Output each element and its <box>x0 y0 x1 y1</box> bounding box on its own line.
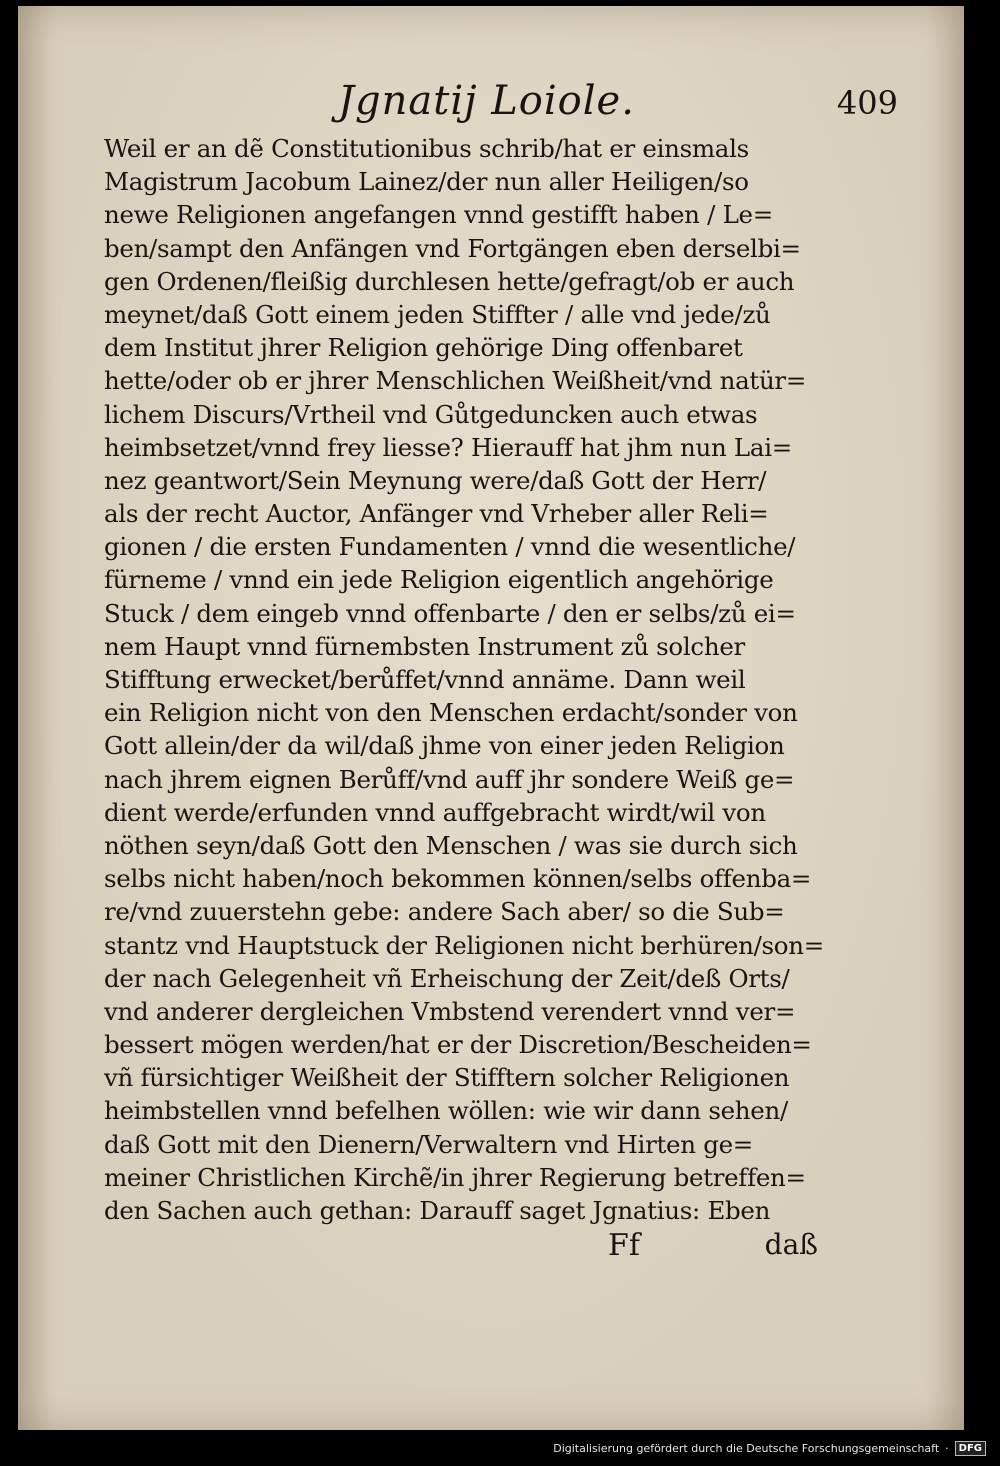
running-title: Jgnatij Loiole. <box>338 78 635 124</box>
text-line: lichem Discurs/Vrtheil vnd Gůtgeduncken auch etwas <box>104 399 758 429</box>
text-line: dem Institut jhrer Religion gehörige Ding offenbaret <box>104 333 743 363</box>
dfg-logo-icon: DFG <box>955 1441 986 1456</box>
text-line: heimbstellen vnnd befelhen wöllen: wie wir dann sehen/ <box>104 1096 788 1126</box>
text-line: fürneme / vnnd ein jede Religion eigentlich angehörige <box>104 565 774 595</box>
body-text <box>104 132 824 1227</box>
credit-separator: · <box>945 1442 949 1455</box>
catchword: daß <box>764 1228 818 1261</box>
page-header <box>78 78 938 134</box>
text-line: selbs nicht haben/noch bekommen können/selbs offenba= <box>104 864 812 894</box>
text-line: als der recht Auctor, Anfänger vnd Vrheber aller Reli= <box>104 499 769 529</box>
text-line: newe Religionen angefangen vnnd gestifft haben / Le= <box>104 200 773 230</box>
text-line: gen Ordenen/fleißig durchlesen hette/gefragt/ob er auch <box>104 266 795 296</box>
text-line: re/vnd zuuerstehn gebe: andere Sach aber/ so die Sub= <box>104 897 785 927</box>
text-line: heimbsetzet/vnnd frey liesse? Hierauff hat jhm nun Lai= <box>104 432 792 462</box>
text-line: Weil er an dẽ Constitutionibus schrib/hat er einsmals <box>104 134 749 163</box>
text-line: vnd anderer dergleichen Vmbstend verendert vnnd ver= <box>104 996 796 1026</box>
text-line: Magistrum Jacobum Lainez/der nun aller Heiligen/so <box>104 167 749 197</box>
digitization-credit <box>553 1441 986 1456</box>
text-line: gionen / die ersten Fundamenten / vnnd die wesentliche/ <box>104 532 796 562</box>
text-line: dient werde/erfunden vnnd auffgebracht wirdt/wil von <box>104 797 766 827</box>
text-line: daß Gott mit den Dienern/Verwaltern vnd Hirten ge= <box>104 1129 754 1159</box>
signature-mark: Ff <box>608 1228 640 1263</box>
text-line: ben/sampt den Anfängen vnd Fortgängen eben derselbi= <box>104 233 801 263</box>
page-footer <box>608 1228 838 1268</box>
text-line: nach jhrem eignen Berůff/vnd auff jhr sondere Weiß ge= <box>104 764 795 794</box>
text-line: ein Religion nicht von den Menschen erdacht/sonder von <box>104 698 798 728</box>
text-line: meynet/daß Gott einem jeden Stiffter / alle vnd jede/zů <box>104 299 771 329</box>
text-line: Stifftung erwecket/berůffet/vnnd annäme. Dann weil <box>104 665 746 694</box>
text-line: nöthen seyn/daß Gott den Menschen / was sie durch sich <box>104 830 798 860</box>
text-line: bessert mögen werden/hat er der Discretion/Bescheiden= <box>104 1030 812 1060</box>
text-line: nem Haupt vnnd fürnembsten Instrument zů solcher <box>104 631 745 661</box>
book-page <box>18 6 964 1430</box>
text-line: den Sachen auch gethan: Darauff saget Jgnatius: Eben <box>104 1196 771 1225</box>
text-line: der nach Gelegenheit vñ Erheischung der Zeit/deß Orts/ <box>104 963 790 993</box>
text-line: Stuck / dem eingeb vnnd offenbarte / den er selbs/zů ei= <box>104 598 796 628</box>
text-line: vñ fürsichtiger Weißheit der Stifftern solcher Religionen <box>104 1063 790 1093</box>
text-line: nez geantwort/Sein Meynung were/daß Gott der Herr/ <box>104 465 767 495</box>
text-line: stantz vnd Hauptstuck der Religionen nicht berhüren/son= <box>104 930 824 960</box>
text-line: hette/oder ob er jhrer Menschlichen Weißheit/vnd natür= <box>104 366 807 396</box>
page-number: 409 <box>836 84 898 122</box>
text-line: meiner Christlichen Kirchẽ/in jhrer Regierung betreffen= <box>104 1162 806 1192</box>
text-line: Gott allein/der da wil/daß jhme von einer jeden Religion <box>104 731 785 761</box>
credit-text: Digitalisierung gefördert durch die Deutsche Forschungsgemeinschaft <box>553 1442 940 1455</box>
